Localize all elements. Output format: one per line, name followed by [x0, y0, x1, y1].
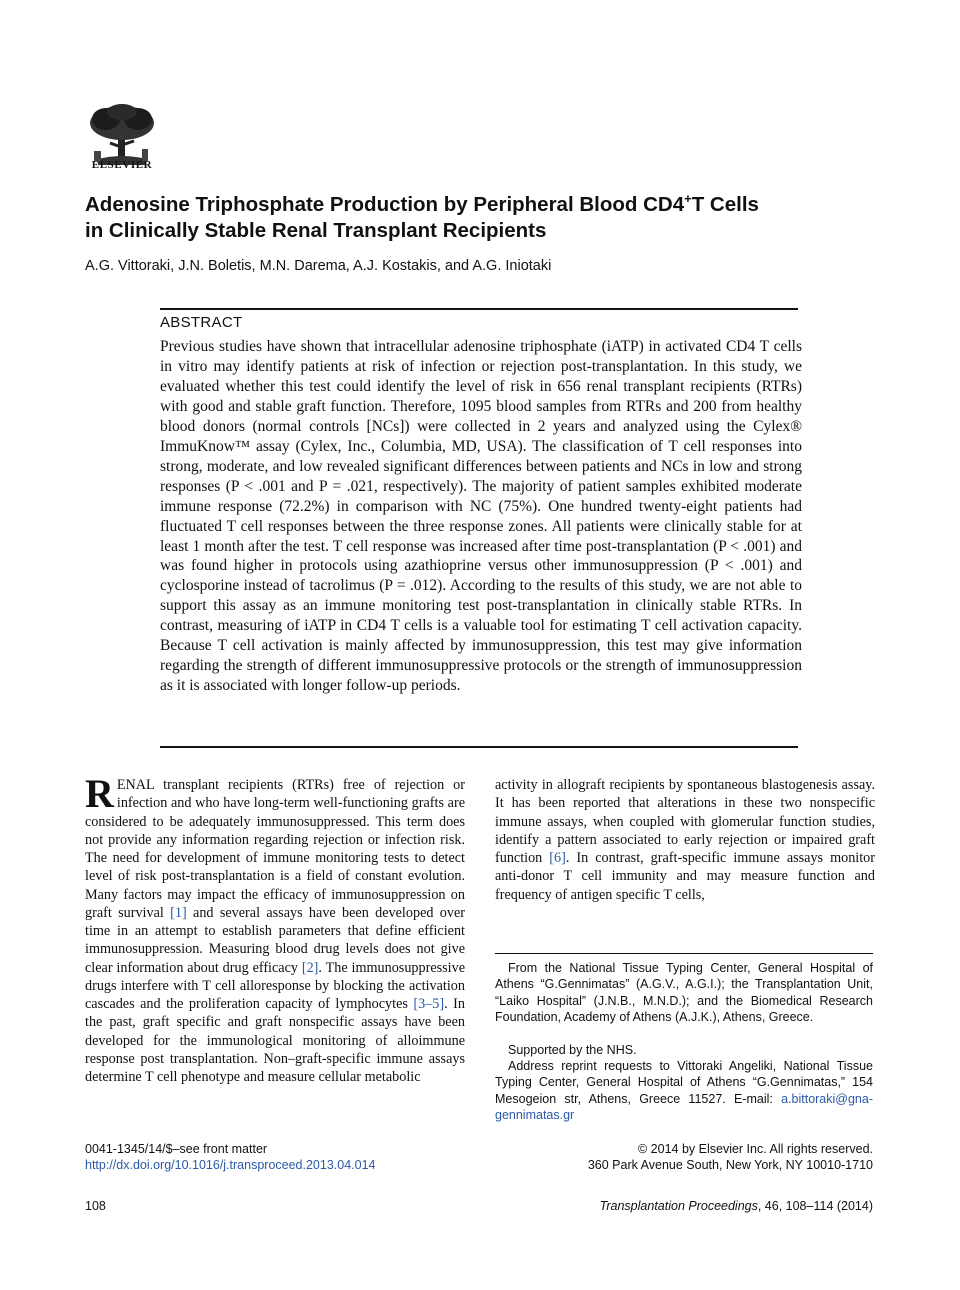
- copyright-line: © 2014 by Elsevier Inc. All rights reserved.: [637, 1142, 873, 1156]
- body-left-text-4: . In the past, graft specific and graft nonspecific assays have been developed for the immunological monitoring of alloimmune response post transplantation. Non–graft-specific immune assays determine T cell phenotype and measure cellular metabolic: [85, 996, 465, 1085]
- publisher-address: 360 Park Avenue South, New York, NY 10010-1710: [587, 1158, 873, 1172]
- abstract-top-rule: [160, 308, 798, 310]
- journal-name: Transplantation Proceedings: [599, 1199, 758, 1213]
- reprint-text: Address reprint requests to Vittoraki Angeliki, National Tissue Typing Center, General Hospital of Athens “G.Gennimatas,” 154 Mesogeion str, Athens, Greece 11527. E-mail:: [495, 1059, 873, 1106]
- citation-link[interactable]: [6]: [549, 850, 566, 866]
- footnote-reprint: [495, 1058, 873, 1124]
- title-line2: in Clinically Stable Renal Transplant Recipients: [85, 218, 547, 242]
- abstract-bottom-rule: [160, 746, 798, 748]
- body-column-left: [85, 771, 465, 1086]
- article-title: [85, 186, 885, 244]
- email-link[interactable]: a.bittoraki@gna-gennimatas.gr: [495, 1091, 873, 1123]
- copyright-block: [588, 1141, 873, 1173]
- author-list: A.G. Vittoraki, J.N. Boletis, M.N. Darema, A.J. Kostakis, and A.G. Iniotaki: [85, 258, 552, 274]
- title-rest: T Cells: [691, 192, 759, 216]
- body-left-text-3: . The immunosuppressive drugs interfere with T cell alloresponse by blocking the activation cascades and the proliferation capacity of lymphocytes: [85, 959, 465, 1012]
- body-left-text-2: and several assays have been developed over time in an attempt to establish parameters that define efficient immunosuppression. Measuring blood drug levels does not give clear information about drug efficacy: [85, 904, 465, 976]
- abstract-heading: ABSTRACT: [160, 314, 243, 331]
- title-superscript: +: [684, 191, 692, 206]
- body-left-text-1: ENAL transplant recipients (RTRs) free of rejection or infection and who have long-term well-functioning grafts are considered to be adequately immunosuppressed. This term does not provide any information regarding rejection or infection risk. The need for development of immune monitoring tests to detect level of risk post-transplantation is a field of constant evolution. Many factors may impact the efficacy of immunosuppression on graft survival: [85, 777, 465, 921]
- body-column-right: [495, 776, 875, 904]
- issn-block: [85, 1141, 376, 1173]
- page-number: 108: [85, 1199, 106, 1213]
- footnote-affiliation: From the National Tissue Typing Center, General Hospital of Athens “G.Gennimatas” (A.G.V., A.G.I.); the Transplantation Unit, “Laiko Hospital” (J.N.B., M.N.D.); and the Biomedical Research Foundation, Academy of Athens (A.J.K.), Athens, Greece.: [495, 961, 873, 1025]
- citation-link[interactable]: [2]: [301, 959, 319, 976]
- elsevier-wordmark: ELSEVIER: [91, 159, 153, 171]
- citation-details: , 46, 108–114 (2014): [757, 1199, 873, 1213]
- citation-link[interactable]: [3–5]: [413, 996, 445, 1012]
- title-main: Adenosine Triphosphate Production by Peripheral Blood CD4: [85, 192, 685, 216]
- citation-link[interactable]: [1]: [170, 904, 187, 921]
- doi-link[interactable]: http://dx.doi.org/10.1016/j.transproceed.2013.04.014: [85, 1158, 376, 1172]
- issn-line: 0041-1345/14/$–see front matter: [85, 1142, 268, 1156]
- journal-citation: [600, 1199, 873, 1213]
- abstract-text: Previous studies have shown that intracellular adenosine triphosphate (iATP) in activated CD4 T cells in vitro may identify patients at risk of infection or rejection post-transplantation. In this study, we evaluated whether this test could identify the level of risk in 656 renal transplant recipients (RTRs) with good and stable graft function. Therefore, 1095 blood samples from RTRs and 200 from healthy blood donors (normal controls [NCs]) were collected in 2 years and analyzed using the Cylex® ImmuKnow™ assay (Cylex, Inc., Columbia, MD, USA). The classification of T cell responses into strong, moderate, and low revealed significant differences between patients and NCs in low and strong responses (P < .001 and P = .021, respectively). The majority of patient samples exhibited moderate immune response (72.2%) in comparison with NC (75%). One hundred twenty-eight patients had fluctuated T cell responses between the three response zones. All patients were clinically stable for at least 1 month after the test. T cell response was increased after time post-transplantation (P < .001) and was found higher in protocols using azathioprine versus other immunosuppression (P < .001) and cyclosporine instead of tacrolimus (P = .012). According to the results of this study, we are not able to support this assay as an immune monitoring test post-transplantation in clinically stable RTRs. In contrast, measuring of iATP in CD4 T cells is a valuable tool for estimating T cell activation capacity. Because T cell activation is mainly affected by immunosuppression, this test may give information regarding the strength of different immunosuppressive protocols or the strength of immunosuppression as it is associated with longer follow-up periods.: [160, 338, 802, 695]
- footnote-support: Supported by the NHS.: [508, 1043, 637, 1057]
- footnote-rule: [495, 953, 873, 954]
- body-right-text-2: . In contrast, graft-specific immune assays monitor anti-donor T cell immunity and may measure function and frequency of antigen specific T cells,: [495, 850, 876, 903]
- body-right-text-1: activity in allograft recipients by spontaneous blastogenesis assay. It has been reported that alterations in these two nonspecific immune assays, when coupled with glomerular function studies, identify a pattern associated to early rejection or impaired graft function: [495, 777, 875, 866]
- drop-cap: R: [85, 771, 114, 816]
